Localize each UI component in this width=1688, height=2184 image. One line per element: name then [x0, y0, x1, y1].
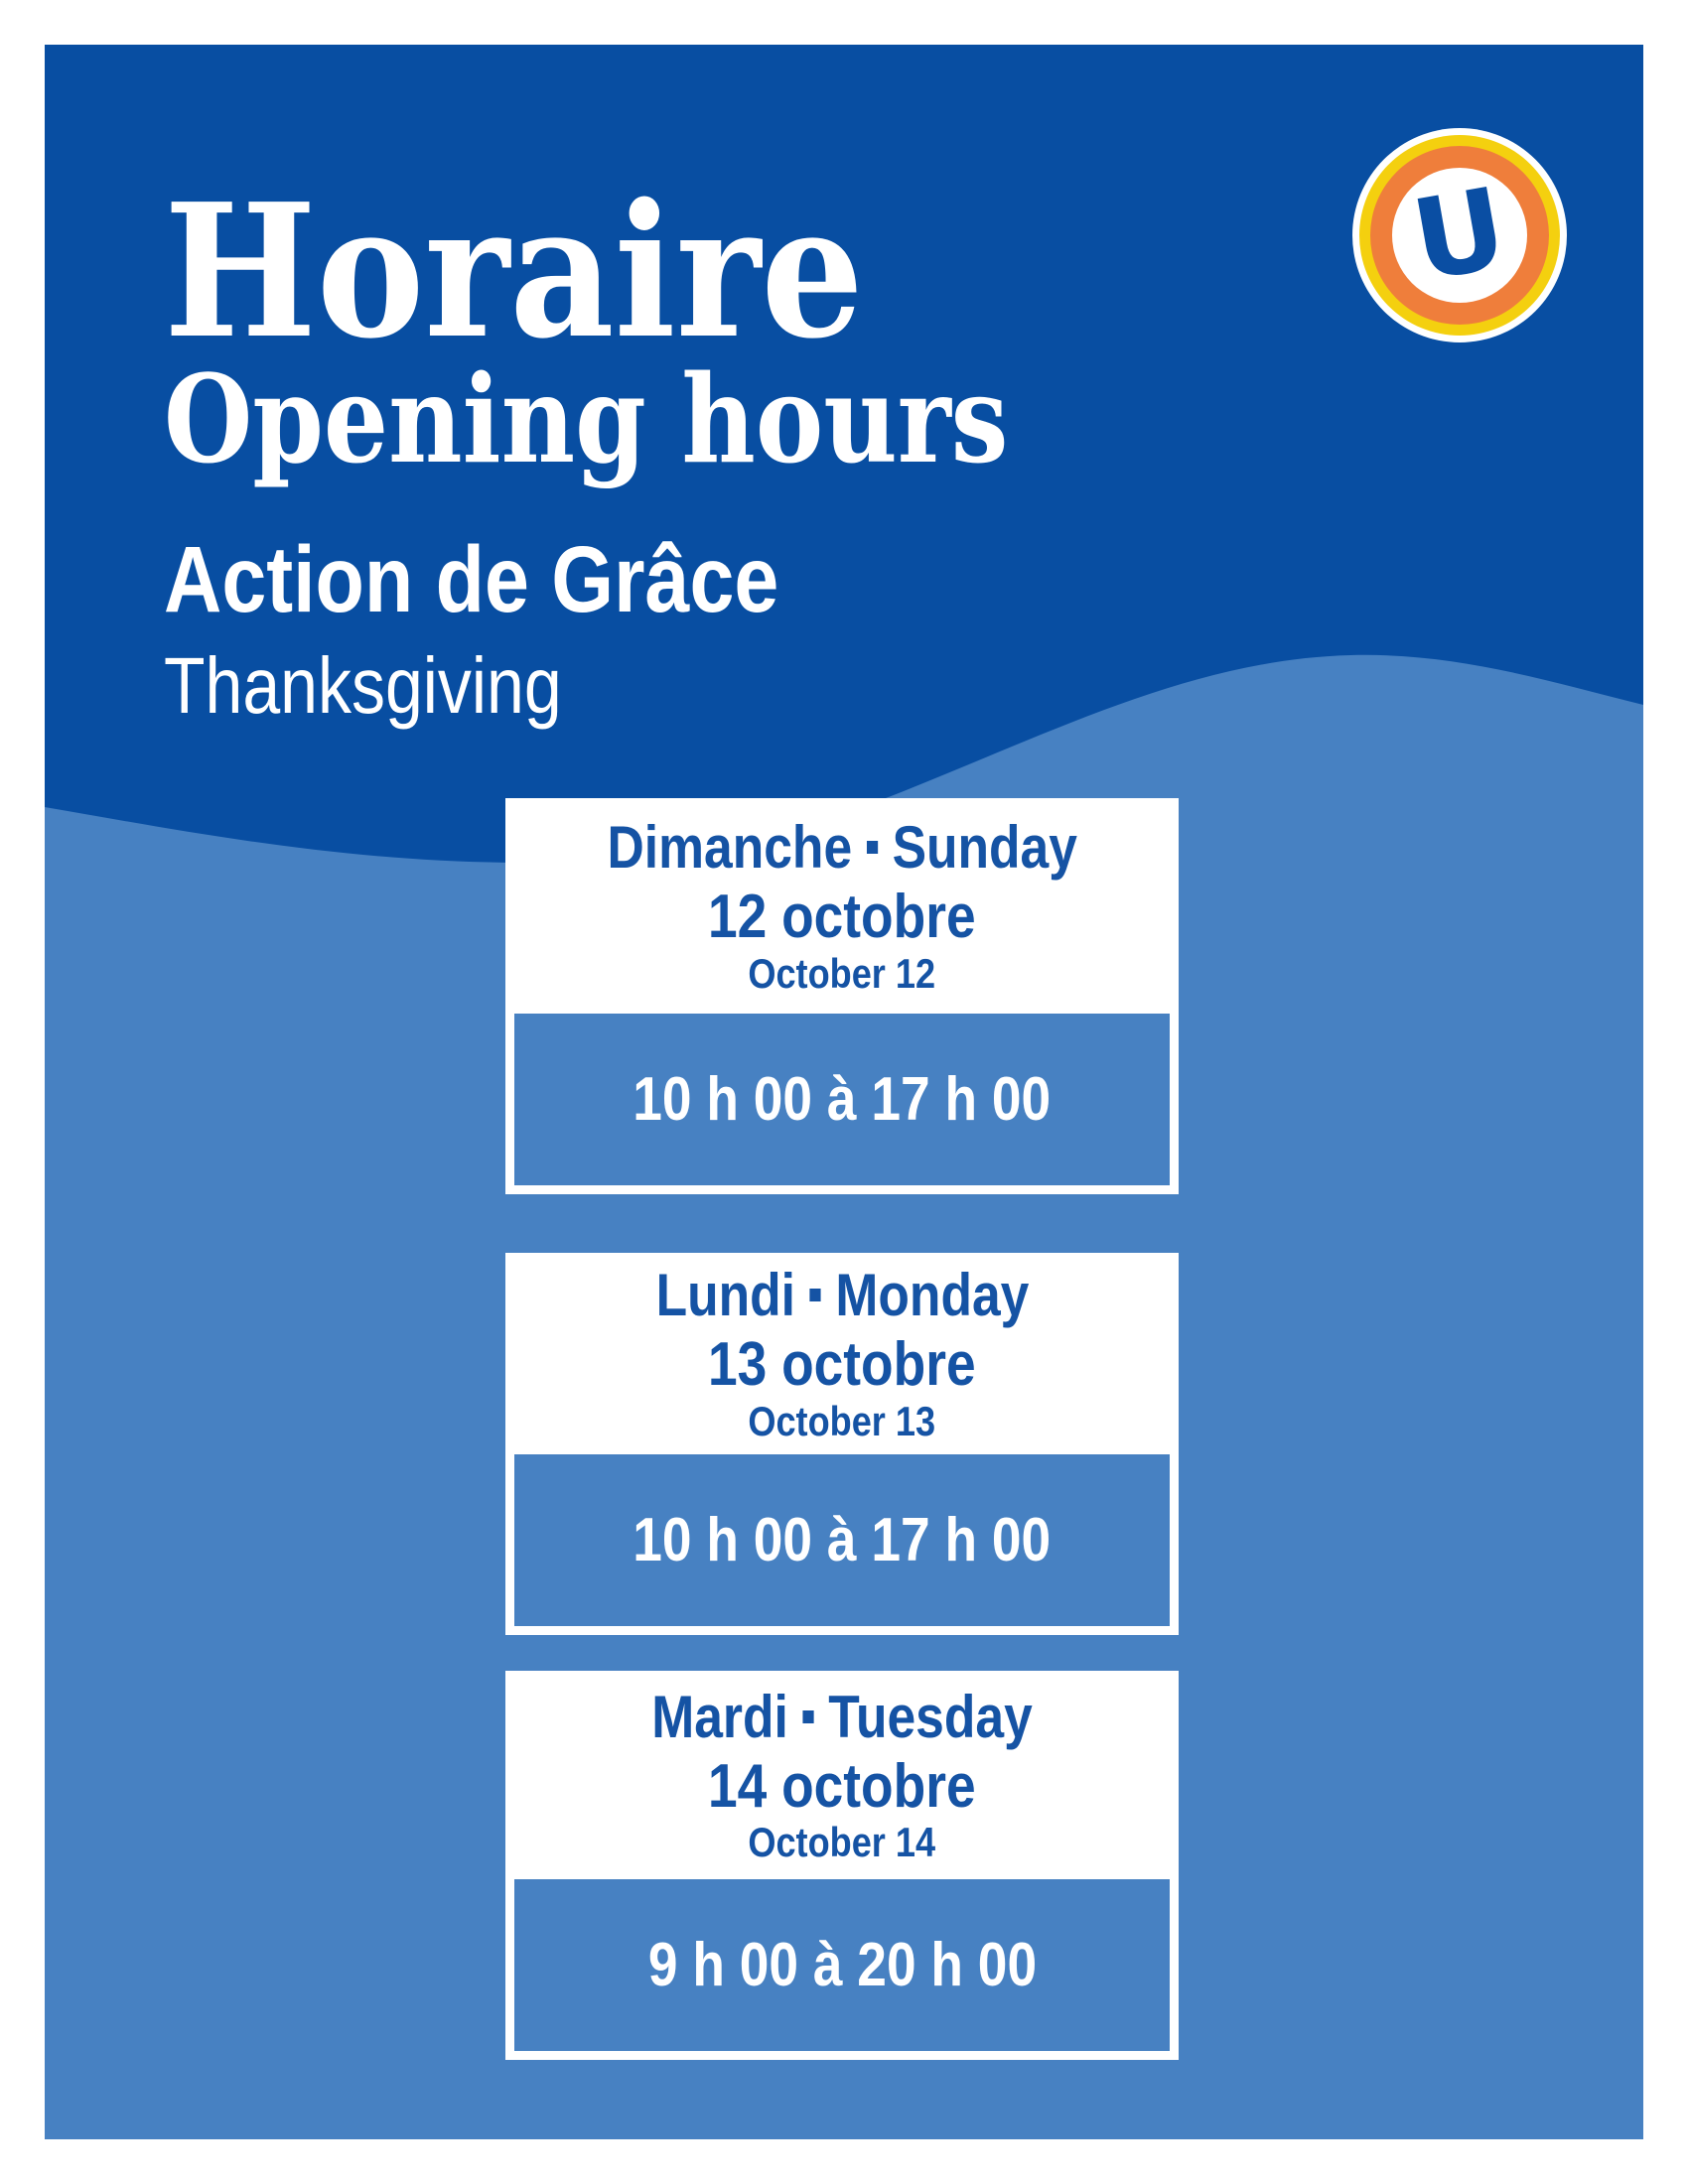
hours-text: 9 h 00 à 20 h 00 [647, 1930, 1037, 1999]
schedule-card-tuesday [505, 1671, 1179, 2060]
schedule-card-sunday [505, 798, 1179, 1194]
page-title-english: Opening hours [164, 347, 1009, 490]
date-english: October 13 [748, 1397, 936, 1444]
date-french: 13 octobre [708, 1330, 976, 1400]
holiday-name-french: Action de Grâce [164, 527, 779, 632]
date-english: October 12 [748, 949, 936, 997]
square-bullet-icon [802, 1710, 813, 1723]
holiday-name-english: Thanksgiving [164, 641, 562, 730]
square-bullet-icon [867, 841, 878, 854]
day-english: Monday [834, 1262, 1029, 1329]
day-line [655, 1262, 1029, 1329]
date-english: October 14 [748, 1819, 936, 1865]
schedule-card-monday [505, 1253, 1179, 1635]
card-text-area [505, 1671, 1179, 1879]
day-english: Sunday [892, 814, 1077, 882]
card-text-area [505, 1253, 1179, 1454]
square-bullet-icon [809, 1289, 820, 1301]
hours-text: 10 h 00 à 17 h 00 [633, 1505, 1052, 1574]
card-text-area [505, 798, 1179, 1014]
u-brand-logo [1352, 128, 1567, 342]
date-french: 14 octobre [708, 1751, 976, 1821]
page-title-french: Horaire [164, 163, 864, 379]
day-english: Tuesday [828, 1683, 1033, 1750]
date-french: 12 octobre [708, 883, 976, 952]
hours-text: 10 h 00 à 17 h 00 [633, 1064, 1052, 1134]
hours-band [514, 1879, 1170, 2051]
hours-band [514, 1454, 1170, 1626]
day-french: Mardi [651, 1683, 788, 1750]
day-line [607, 814, 1077, 882]
hours-band [514, 1014, 1170, 1185]
day-french: Dimanche [607, 814, 852, 882]
logo-u-letter: U [1403, 164, 1516, 307]
day-line [651, 1683, 1033, 1750]
day-french: Lundi [655, 1262, 795, 1329]
poster-background [45, 45, 1643, 2139]
